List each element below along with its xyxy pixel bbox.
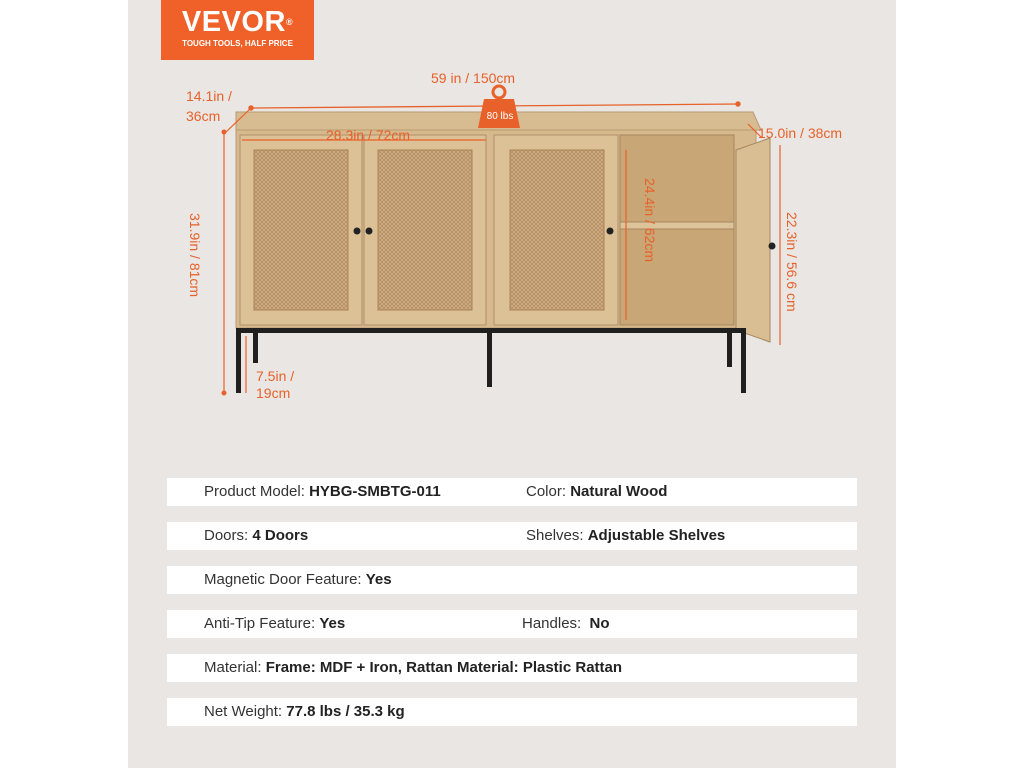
knob-4: [769, 243, 776, 250]
shelves-label: Shelves:: [526, 527, 584, 544]
depth-left-label-line2: 36cm: [186, 108, 221, 124]
knob-2: [366, 228, 373, 235]
brand-tagline: TOUGH TOOLS, HALF PRICE: [182, 39, 293, 48]
magnetic-value: Yes: [365, 571, 392, 588]
weight-badge-label: 80 lbs: [486, 111, 514, 122]
door-4-open: [736, 138, 770, 342]
width-label: 59 in / 150cm: [431, 70, 516, 86]
doors-value: 4 Doors: [252, 527, 309, 544]
color-label: Color:: [526, 483, 567, 500]
product-model-value: HYBG-SMBTG-011: [309, 483, 441, 500]
handles-label: Handles:: [522, 615, 582, 632]
antitip-value: Yes: [319, 615, 346, 632]
handles-value: No: [589, 615, 610, 632]
spec-row-doors: [167, 522, 857, 550]
rattan-panel-2: [378, 150, 472, 310]
leg-1: [236, 333, 241, 393]
leg-height-label-line1: 7.5in /: [256, 368, 295, 384]
interior-height-label: 24.4in / 62cm: [642, 178, 658, 263]
material-value: Frame: MDF + Iron, Rattan Material: Plastic Rattan: [265, 659, 623, 676]
depth-right-label: 15.0in / 38cm: [758, 125, 843, 141]
brand-name: VEVOR: [181, 6, 286, 38]
leg-height-label-line2: 19cm: [256, 385, 291, 401]
weight-value: 77.8 lbs / 35.3 kg: [286, 703, 405, 720]
product-model-label: Product Model:: [204, 483, 305, 500]
total-height-label: 31.9in / 81cm: [187, 213, 203, 298]
shelf: [620, 222, 734, 229]
leg-5: [741, 333, 746, 393]
door-width-label: 28.3in / 72cm: [326, 127, 411, 143]
leg-2: [253, 333, 258, 363]
spec-row-weight: [167, 698, 857, 726]
open-compartment: [620, 135, 734, 325]
registered-mark: ®: [285, 17, 294, 27]
magnetic-label: Magnetic Door Feature:: [204, 571, 362, 588]
spec-row-magnetic: [167, 566, 857, 594]
antitip-label: Anti-Tip Feature:: [204, 615, 316, 632]
knob-1: [354, 228, 361, 235]
knob-3: [607, 228, 614, 235]
spec-row-model: [167, 478, 857, 506]
depth-left-label-line1: 14.1in /: [186, 88, 232, 104]
leg-4: [727, 333, 732, 367]
doors-label: Doors:: [204, 527, 249, 544]
spec-row-material: [167, 654, 857, 682]
door-height-label: 22.3in / 56.6 cm: [784, 212, 800, 312]
color-value: Natural Wood: [570, 483, 668, 500]
leg-3: [487, 333, 492, 387]
rattan-panel-3: [510, 150, 604, 310]
spec-row-antitip: [167, 610, 857, 638]
weight-label: Net Weight:: [204, 703, 283, 720]
shelves-value: Adjustable Shelves: [587, 527, 726, 544]
base-frame: [236, 328, 746, 333]
material-label: Material:: [204, 659, 262, 676]
rattan-panel-1: [254, 150, 348, 310]
